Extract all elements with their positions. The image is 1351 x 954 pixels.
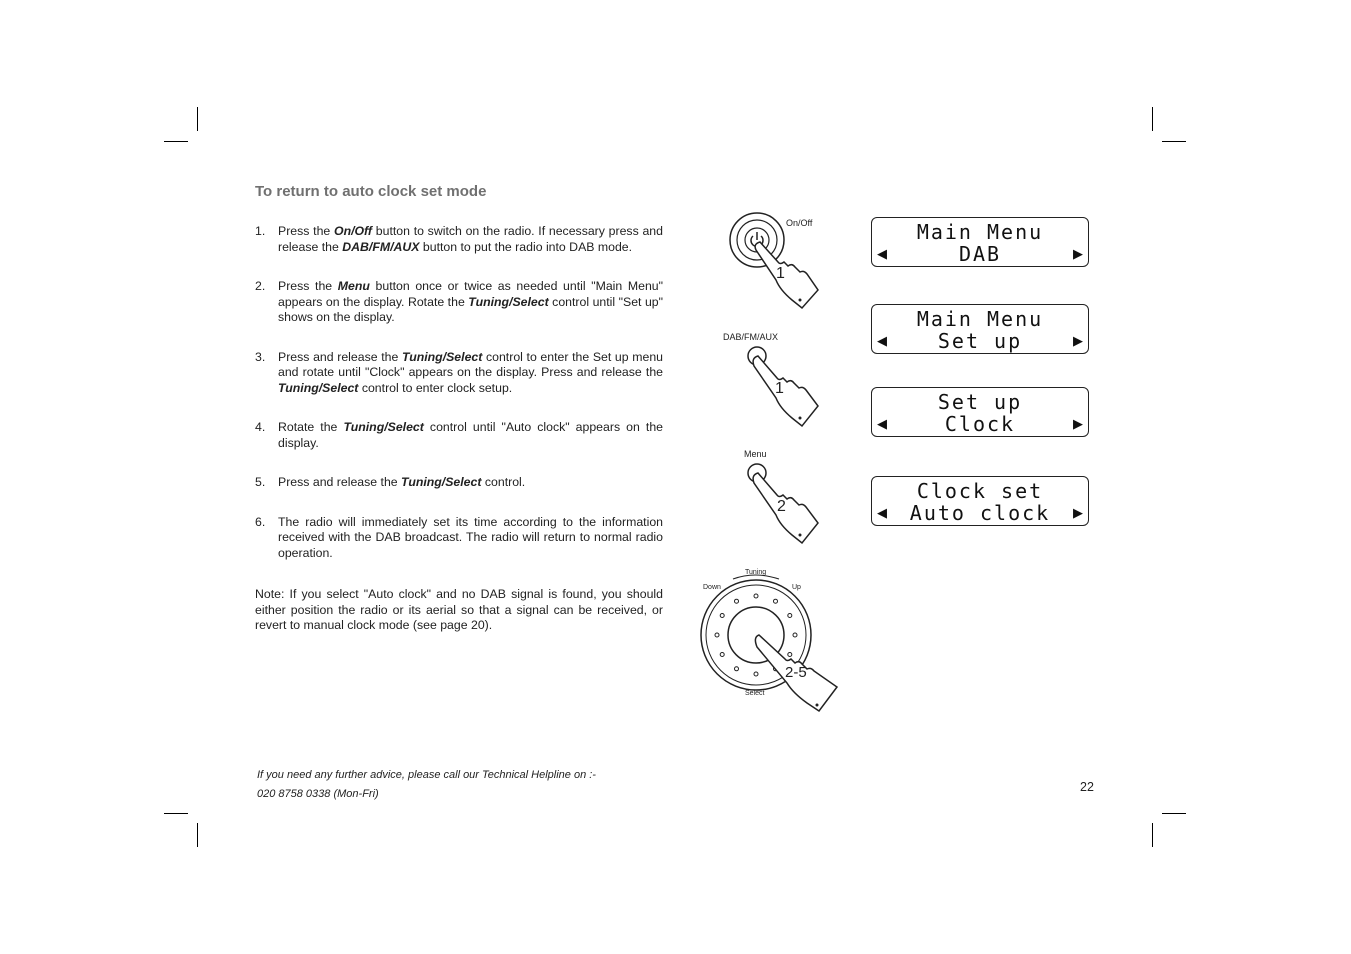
step-item	[255, 224, 663, 255]
arrow-left-icon: ◀	[877, 505, 887, 520]
crop-mark	[1152, 107, 1153, 131]
pointing-hand-icon	[753, 356, 818, 426]
step-text: Press and release the Tuning/Select control to enter the Set up menu and rotate until "Clock" appears on the display. Press and release the Tuning/Select control to enter clock setup.	[278, 349, 663, 395]
onoff-label: On/Off	[786, 218, 813, 228]
step-item	[255, 475, 663, 491]
lcd-line-1: Clock set	[916, 479, 1044, 503]
dial-dot	[788, 653, 792, 657]
page-title: To return to auto clock set mode	[255, 183, 487, 200]
step-item	[255, 420, 663, 451]
crop-mark	[164, 813, 188, 814]
step-number: 2.	[255, 279, 266, 293]
dial-dot	[735, 667, 739, 671]
arrow-left-icon: ◀	[877, 333, 887, 348]
lcd-display	[871, 304, 1089, 354]
step-text: The radio will immediately set its time according to the information received with the DAB broadcast. The radio will return to normal radio operation.	[278, 514, 663, 560]
dial-dot	[793, 633, 797, 637]
crop-mark	[164, 141, 188, 142]
crop-mark	[1162, 141, 1186, 142]
lcd-display	[871, 217, 1089, 267]
dial-dot	[754, 672, 758, 676]
step-callout: 2-5	[785, 664, 807, 681]
dial-dot	[735, 599, 739, 603]
arrow-right-icon: ▶	[1073, 246, 1083, 261]
crop-mark	[197, 823, 198, 847]
dial-dot	[720, 614, 724, 618]
control-name: On/Off	[334, 224, 373, 238]
control-name: Tuning/Select	[278, 380, 359, 395]
lcd-line-1: Set up	[937, 390, 1023, 414]
step-callout: 1	[776, 265, 785, 282]
pointing-hand-icon	[755, 242, 818, 308]
step-item	[255, 515, 663, 562]
lcd-line-2: DAB	[958, 242, 1002, 266]
lcd-display	[871, 387, 1089, 437]
arrow-right-icon: ▶	[1073, 333, 1083, 348]
step-number: 4.	[255, 420, 266, 434]
arrow-right-icon: ▶	[1073, 416, 1083, 431]
dial-dot	[715, 633, 719, 637]
instruction-steps	[255, 224, 663, 561]
page-number: 22	[1080, 780, 1094, 794]
step-text: Press the Menu button once or twice as needed until "Main Menu" appears on the display. Rotate the Tuning/Select control until "Set up" shows on the display.	[278, 279, 663, 324]
onoff-button-illustration	[722, 210, 832, 315]
helpline-phone: 020 8758 0338 (Mon-Fri)	[257, 788, 379, 800]
control-name: Tuning/Select	[401, 475, 482, 489]
tuning-label: Tuning	[745, 569, 767, 576]
lcd-line-2: Auto clock	[909, 501, 1051, 525]
tuning-select-illustration	[695, 565, 845, 715]
step-callout: 2	[777, 498, 786, 515]
crop-mark	[1162, 813, 1186, 814]
lcd-line-1: Main Menu	[916, 220, 1044, 244]
lcd-display	[871, 476, 1089, 526]
control-name: Tuning/Select	[468, 294, 549, 309]
up-label: Up	[792, 584, 801, 591]
step-text: Press and release the Tuning/Select control.	[278, 475, 526, 489]
note-text: Note: If you select "Auto clock" and no DAB signal is found, you should either position the radio or its aerial so that a signal can be received, or revert to manual clock mode (see page 20).	[255, 587, 663, 632]
select-label: Select	[745, 690, 765, 697]
step-text: Press the On/Off button to switch on the radio. If necessary press and release the DAB/FM/AUX button to put the radio into DAB mode.	[278, 224, 663, 254]
menu-button-illustration	[722, 447, 832, 552]
dab-label: DAB/FM/AUX	[723, 332, 779, 342]
crop-mark	[1152, 823, 1153, 847]
step-number: 1.	[255, 224, 266, 238]
dial-dot	[754, 594, 758, 598]
helpline-text: If you need any further advice, please call our Technical Helpline on :-	[257, 769, 596, 781]
lcd-line-1: Main Menu	[916, 307, 1044, 331]
crop-mark	[197, 107, 198, 131]
step-item	[255, 350, 663, 397]
dial-dot	[774, 599, 778, 603]
dab-button-illustration	[722, 330, 832, 430]
lcd-line-2: Clock	[944, 412, 1016, 436]
menu-label: Menu	[744, 449, 767, 459]
arrow-left-icon: ◀	[877, 416, 887, 431]
control-name: DAB/FM/AUX	[342, 239, 420, 254]
step-callout: 1	[775, 380, 784, 397]
step-number: 3.	[255, 349, 266, 364]
step-number: 6.	[255, 514, 266, 529]
step-number: 5.	[255, 475, 266, 489]
dial-dot	[720, 653, 724, 657]
control-name: Menu	[337, 279, 370, 293]
down-label: Down	[703, 584, 721, 591]
arrow-right-icon: ▶	[1073, 505, 1083, 520]
lcd-line-2: Set up	[937, 329, 1023, 353]
step-item	[255, 279, 663, 326]
dial-dot	[788, 614, 792, 618]
step-text: Rotate the Tuning/Select control until "Auto clock" appears on the display.	[278, 420, 663, 450]
control-name: Tuning/Select	[343, 420, 424, 434]
arrow-left-icon: ◀	[877, 246, 887, 261]
control-name: Tuning/Select	[401, 349, 483, 364]
